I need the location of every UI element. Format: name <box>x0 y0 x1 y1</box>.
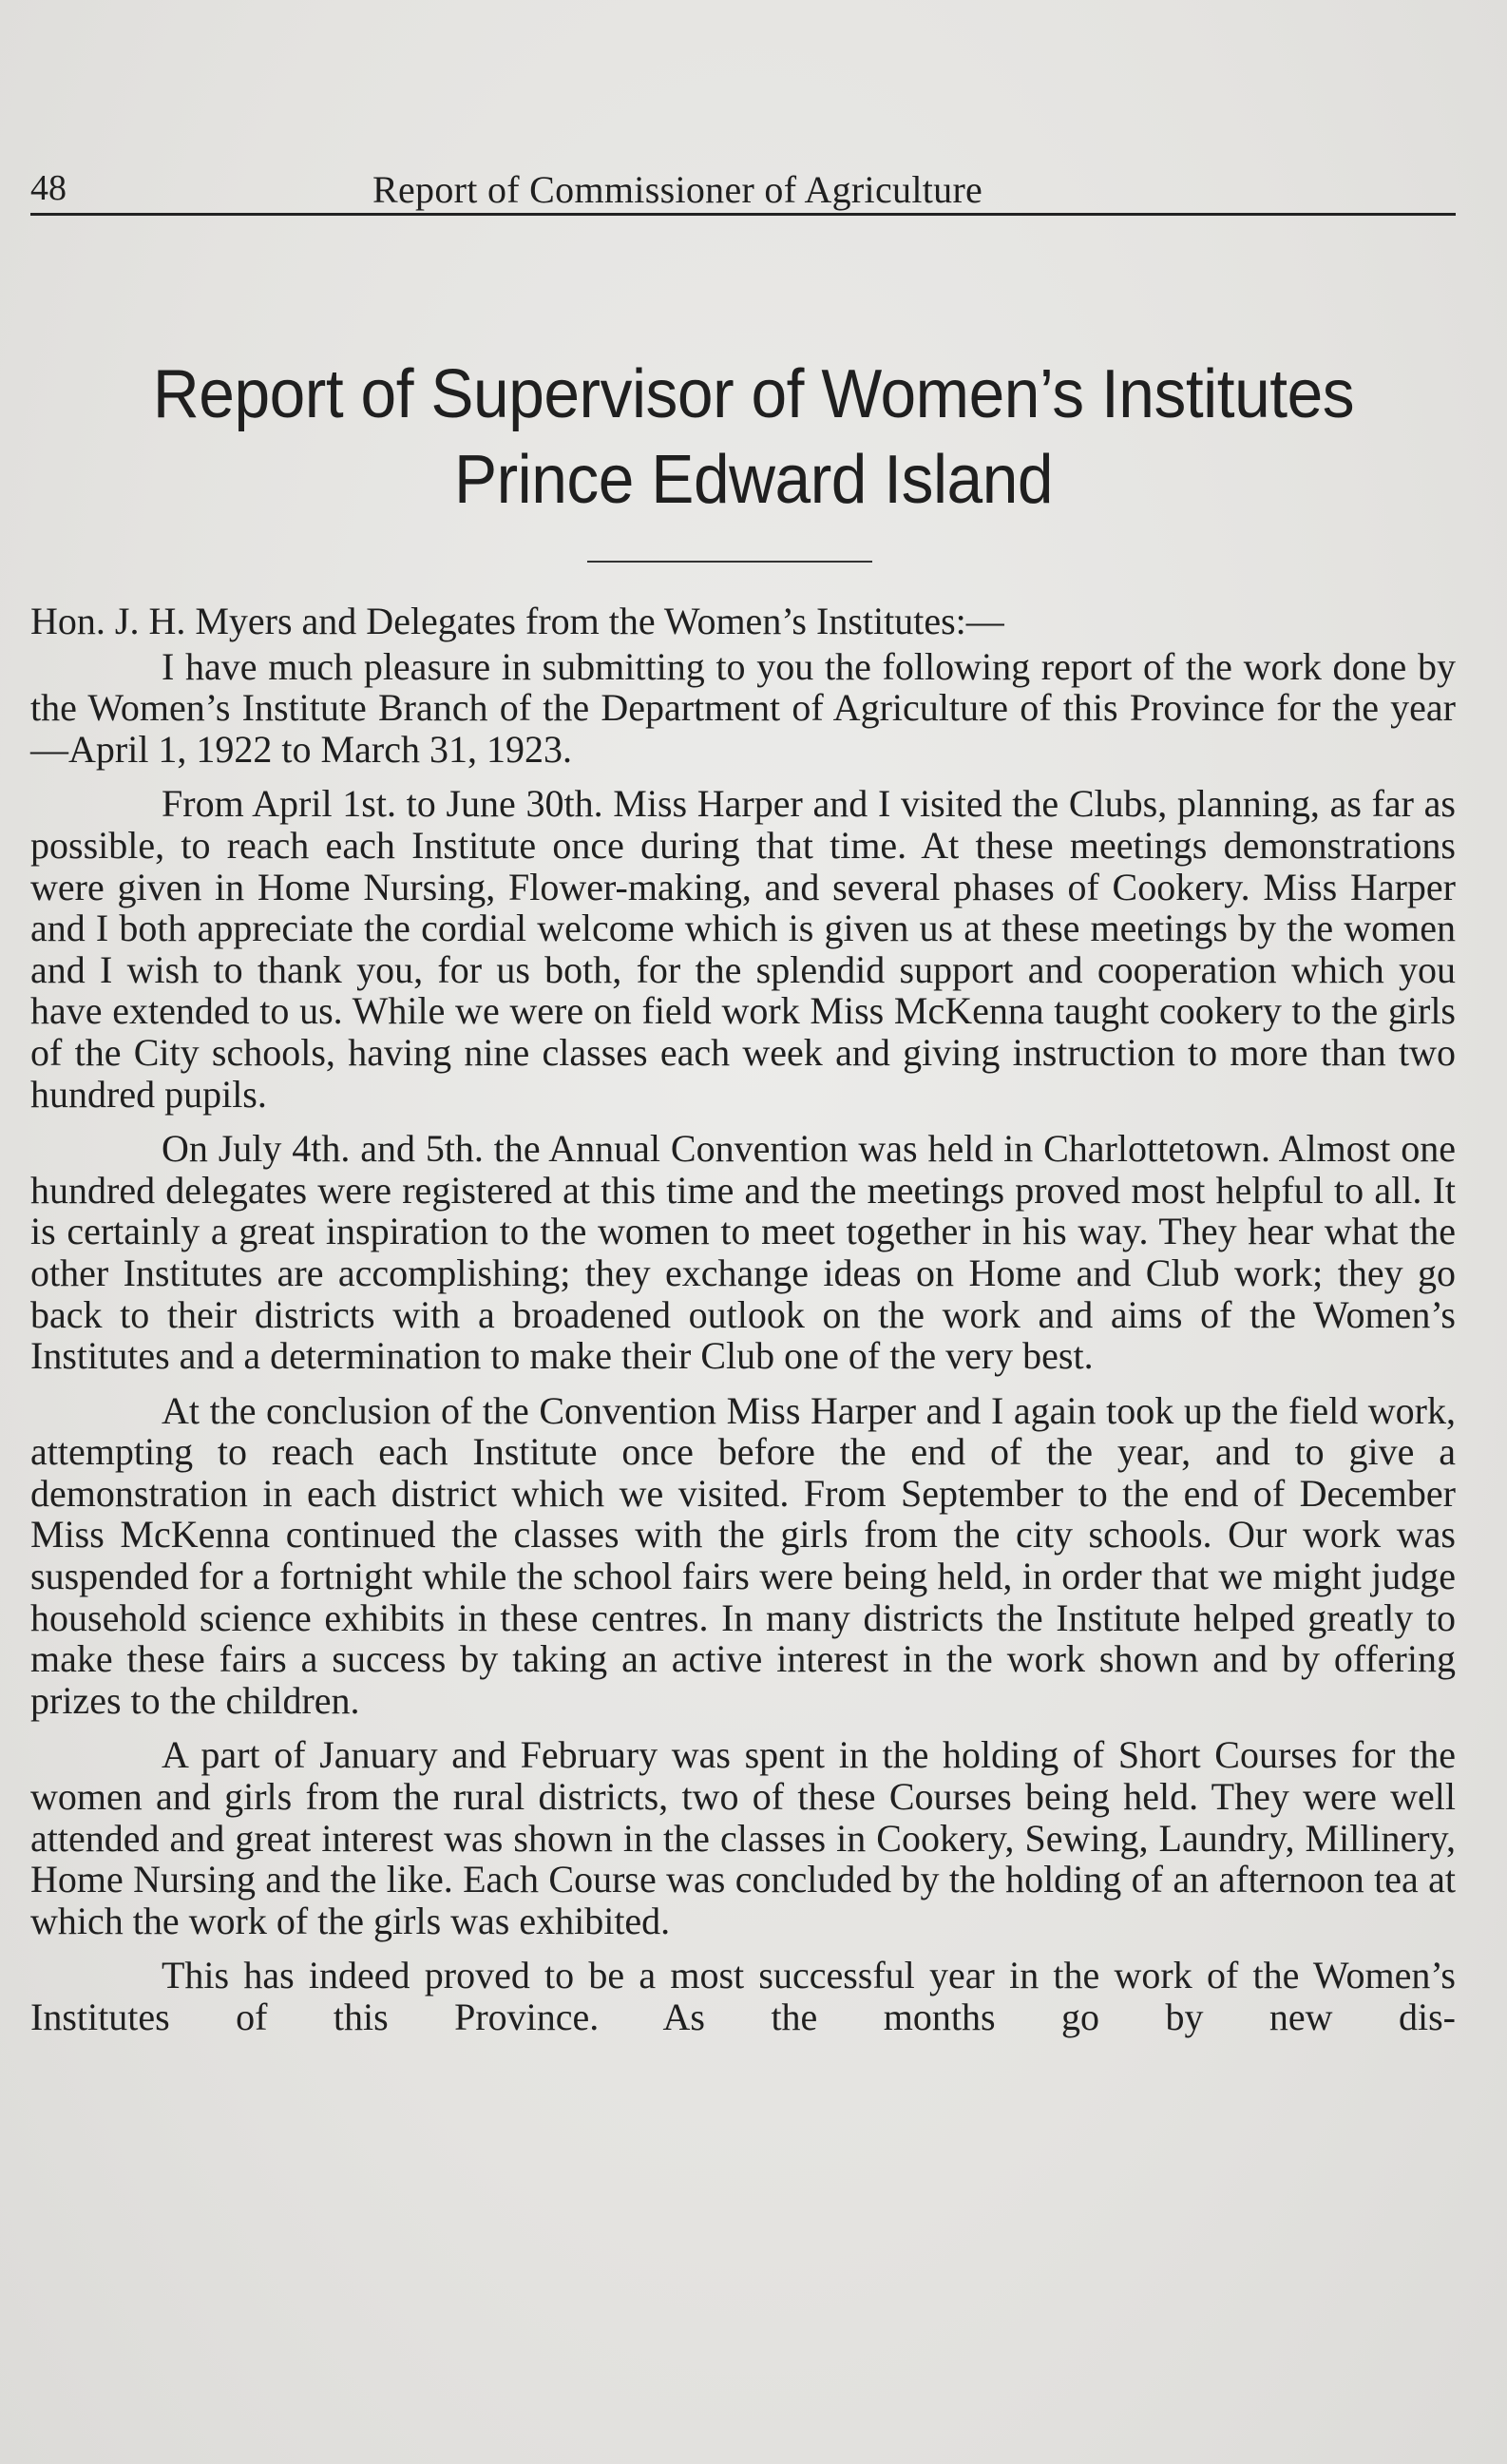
paragraph: From April 1st. to June 30th. Miss Harper and I visited the Clubs, planning, as far as possible, to reach each Institute once during that time. At these meetings demonstrations were given in Home Nursing, Flower-making, and several phases of Cookery. Miss Harper and I both appreciate the cordial welcome which is given us at these meetings by the women and I wish to thank you, for us both, for the splendid support and cooperation which you have extended to us. While we were on field work Miss McKenna taught cookery to the girls of the City schools, having nine classes each week and giving instruction to more than two hundred pupils. <box>30 782 1456 1116</box>
title-line-2: Prince Edward Island <box>453 442 1054 518</box>
paragraph: This has indeed proved to be a most successful year in the work of the Women’s Institutes of this Province. As the months go by new dis- <box>30 1954 1456 2038</box>
report-body <box>30 601 1456 2052</box>
paragraph: At the conclusion of the Convention Miss Harper and I again took up the field work, attempting to reach each Institute once before the end of the year, and to give a demonstration in each district which we visited. From September to the end of December Miss McKenna continued the classes with the girls from the city schools. Our work was suspended for a fortnight while the school fairs were being held, in order that we might judge household science exhibits in these centres. In many districts the Institute helped greatly to make these fairs a success by taking an active interest in the work shown and by offering prizes to the children. <box>30 1388 1456 1722</box>
paragraph: I have much pleasure in submitting to you the following report of the work done by the Women’s Institute Branch of the Department of Agriculture of this Province for the year—April 1, 1922 to March 31, 1923. <box>30 644 1456 771</box>
paragraph: On July 4th. and 5th. the Annual Convention was held in Charlottetown. Almost one hundred delegates were registered at this time and the meetings proved most helpful to all. It is certainly a great inspiration to the women to meet together in his way. They hear what the other Institutes are accomplishing; they exchange ideas on Home and Club work; they go back to their districts with a broadened outlook on the work and aims of the Women’s Institutes and a determination to make their Club one of the very best. <box>30 1127 1456 1378</box>
title-divider <box>587 561 872 563</box>
page-number: 48 <box>30 168 67 208</box>
salutation: Hon. J. H. Myers and Delegates from the Women’s Institutes:— <box>30 600 1004 642</box>
title-line-1: Report of Supervisor of Women’s Institutes <box>152 356 1355 432</box>
running-title: Report of Commissioner of Agriculture <box>372 168 983 211</box>
report-title <box>0 352 1507 523</box>
paragraph: A part of January and February was spent in the holding of Short Courses for the women and girls from the rural districts, two of these Courses being held. They were well attended and great interest was shown in the classes in Cookery, Sewing, Laundry, Millinery, Home Nursing and the like. Each Course was concluded by the holding of an afternoon tea at which the work of the girls was exhibited. <box>30 1733 1456 1942</box>
running-header <box>30 163 1456 216</box>
